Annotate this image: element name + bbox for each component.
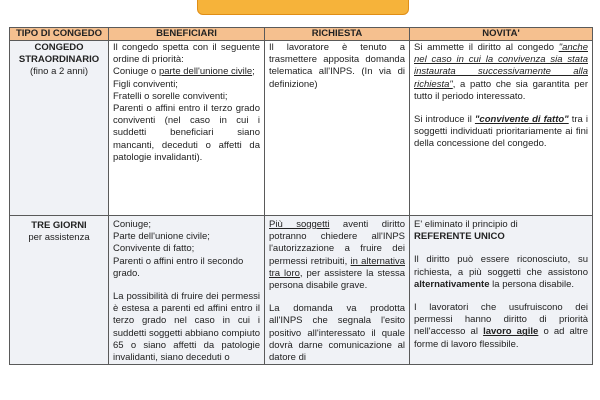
- beneficiari-line: Coniuge;: [113, 219, 152, 230]
- beneficiari-line: Parenti o affini entro il secondo grado.: [113, 255, 244, 279]
- novita-text: o ad altre forme di lavoro flessibile.: [414, 326, 588, 350]
- richiesta-text: , per assistere la stessa persona disabile grave.: [269, 267, 405, 292]
- novita-text: Il diritto può essere riconosciuto, su richiesta, a più soggetti che assistono: [414, 254, 588, 278]
- novita-quote: "anche nel caso in cui la convivenza sia stata instaurata successivamente alla richiesta": [414, 42, 588, 90]
- type-cell-tre-giorni: [10, 216, 109, 365]
- coniuge-underlined: parte dell'unione civile: [158, 66, 253, 78]
- richiesta-underlined: in alternativa tra loro: [269, 255, 405, 279]
- coniuge-text: Coniuge o: [113, 66, 159, 78]
- header-novita: NOVITA': [410, 28, 593, 41]
- novita-paragraph-1: [414, 42, 588, 103]
- novita-text: la persona disabile.: [489, 278, 575, 290]
- novita-text: Si ammette il diritto al congedo: [414, 42, 559, 53]
- novita-bold: lavoro agile: [483, 326, 539, 338]
- novita-cell: [410, 216, 593, 365]
- beneficiari-line: Convivente di fatto;: [113, 243, 195, 255]
- novita-paragraph-3: [414, 302, 588, 351]
- novita-text: Si introduce il: [414, 114, 475, 126]
- table-row-tre-giorni: [10, 216, 593, 365]
- novita-text: tra i soggetti individuati prioritariamente ai fini della concessione del congedo.: [414, 114, 589, 150]
- header-row: [10, 28, 593, 41]
- beneficiari-extension: La possibilità di fruire dei permessi è estesa a parenti ed affini entro il terzo grado nel caso in cui i suddetti soggetti abbiano compiuto 65 o siano affetti da patologie invalidanti, siano deceduti o: [113, 291, 260, 364]
- leave-table: [9, 27, 593, 365]
- richiesta-paragraph-1: [269, 219, 405, 292]
- novita-bold: alternativamente: [414, 278, 490, 290]
- type-title: CONGEDO STRAORDINARIO: [18, 42, 100, 66]
- beneficiari-cell: [109, 41, 265, 216]
- beneficiari-parenti: Parenti o affini entro il terzo grado conviventi (nel caso in cui i suddetti beneficiari siano mancanti, deceduti o affetti da patologie invalidanti).: [113, 103, 260, 163]
- richiesta-text: Il lavoratore è tenuto a trasmettere apposita domanda telematica all'INPS. (In via di definizione): [269, 42, 405, 90]
- novita-text: , a patto che sia garantita per tutto il periodo interessato.: [414, 78, 588, 102]
- novita-text: E' eliminato il principio di: [414, 219, 518, 230]
- beneficiari-coniuge: [113, 66, 260, 78]
- richiesta-text: aventi diritto potranno chiedere all'INPS l'autorizzazione a fruire dei permessi retribuiti,: [269, 219, 405, 267]
- novita-text: I lavoratori che usufruiscono dei permessi hanno diritto di priorità nell'accesso al: [414, 302, 588, 338]
- beneficiari-cell: [109, 216, 265, 365]
- novita-quote: "convivente di fatto": [474, 114, 569, 126]
- beneficiari-figli: Figli conviventi;: [113, 78, 178, 90]
- richiesta-paragraph-2: La domanda va prodotta all'INPS che segnala l'esito positivo all'interessato il quale dovrà darne comunicazione al datore di: [269, 303, 405, 364]
- beneficiari-intro: Il congedo spetta con il seguente ordine di priorità:: [113, 42, 260, 66]
- header-richiesta: RICHIESTA: [265, 28, 410, 41]
- novita-paragraph-2: [414, 254, 588, 291]
- title-banner: [197, 0, 409, 15]
- beneficiari-line: Parte dell'unione civile;: [113, 231, 210, 243]
- richiesta-underlined: Più soggetti: [269, 219, 330, 230]
- richiesta-cell: [265, 41, 410, 216]
- novita-paragraph-2: [414, 114, 588, 151]
- novita-bold: REFERENTE UNICO: [414, 231, 505, 243]
- header-beneficiari: BENEFICIARI: [109, 28, 265, 41]
- header-tipo: TIPO DI CONGEDO: [10, 28, 109, 41]
- novita-cell: [410, 41, 593, 216]
- type-subtitle: per assistenza: [28, 232, 90, 244]
- type-cell-congedo: [10, 41, 109, 216]
- type-title: TRE GIORNI: [31, 220, 87, 231]
- table-row-congedo: [10, 41, 593, 216]
- type-subtitle: (fino a 2 anni): [29, 66, 89, 78]
- novita-paragraph-1: [414, 219, 588, 243]
- beneficiari-fratelli: Fratelli o sorelle conviventi;: [113, 90, 228, 102]
- coniuge-suffix: ;: [252, 66, 255, 78]
- richiesta-cell: [265, 216, 410, 365]
